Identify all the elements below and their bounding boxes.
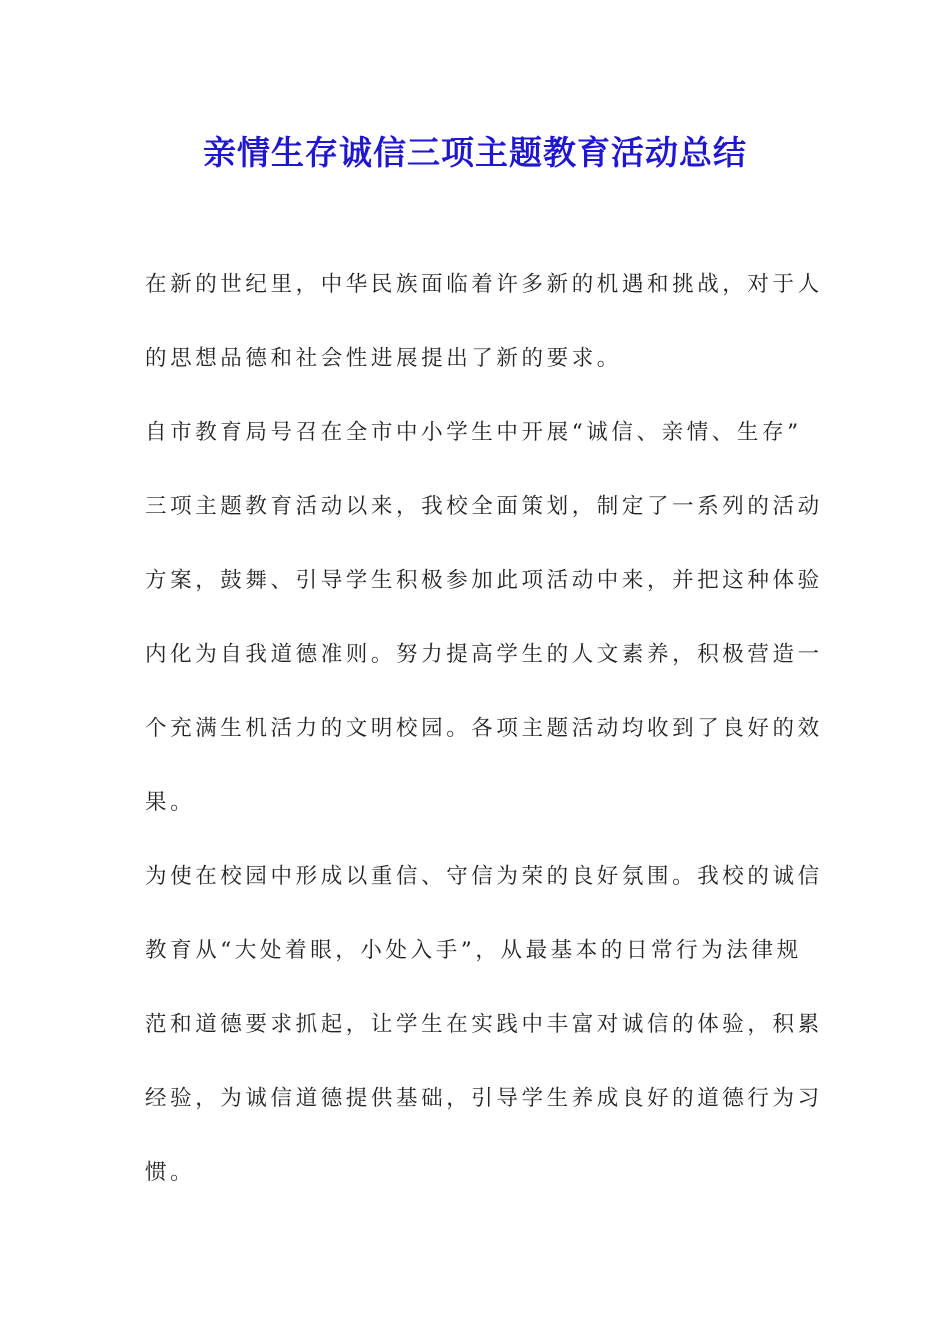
text-line: 惯。 [145, 1160, 196, 1185]
text-line: 内化为自我道德准则。努力提高学生的人文素养，积极营造一 [145, 642, 823, 667]
text-line: 个充满生机活力的文明校园。各项主题活动均收到了良好的效 [145, 716, 823, 741]
text-line: 教育从“大处着眼，小处入手”，从最基本的日常行为法律规 [145, 938, 802, 963]
text-line: 方案，鼓舞、引导学生积极参加此项活动中来，并把这种体验 [145, 568, 823, 593]
text-line: 在新的世纪里，中华民族面临着许多新的机遇和挑战，对于人 [145, 272, 823, 297]
text-line: 经验，为诚信道德提供基础，引导学生养成良好的道德行为习 [145, 1086, 823, 1111]
text-line: 自市教育局号召在全市中小学生中开展“诚信、亲情、生存” [145, 420, 802, 445]
text-line: 的思想品德和社会性进展提出了新的要求。 [145, 346, 622, 371]
text-line: 果。 [145, 790, 196, 815]
document-body [145, 262, 823, 1224]
text-line: 范和道德要求抓起，让学生在实践中丰富对诚信的体验，积累 [145, 1012, 823, 1037]
document-title: 亲情生存诚信三项主题教育活动总结 [203, 133, 747, 172]
text-line: 为使在校园中形成以重信、守信为荣的良好氛围。我校的诚信 [145, 864, 823, 889]
text-line: 三项主题教育活动以来，我校全面策划，制定了一系列的活动 [145, 494, 823, 519]
